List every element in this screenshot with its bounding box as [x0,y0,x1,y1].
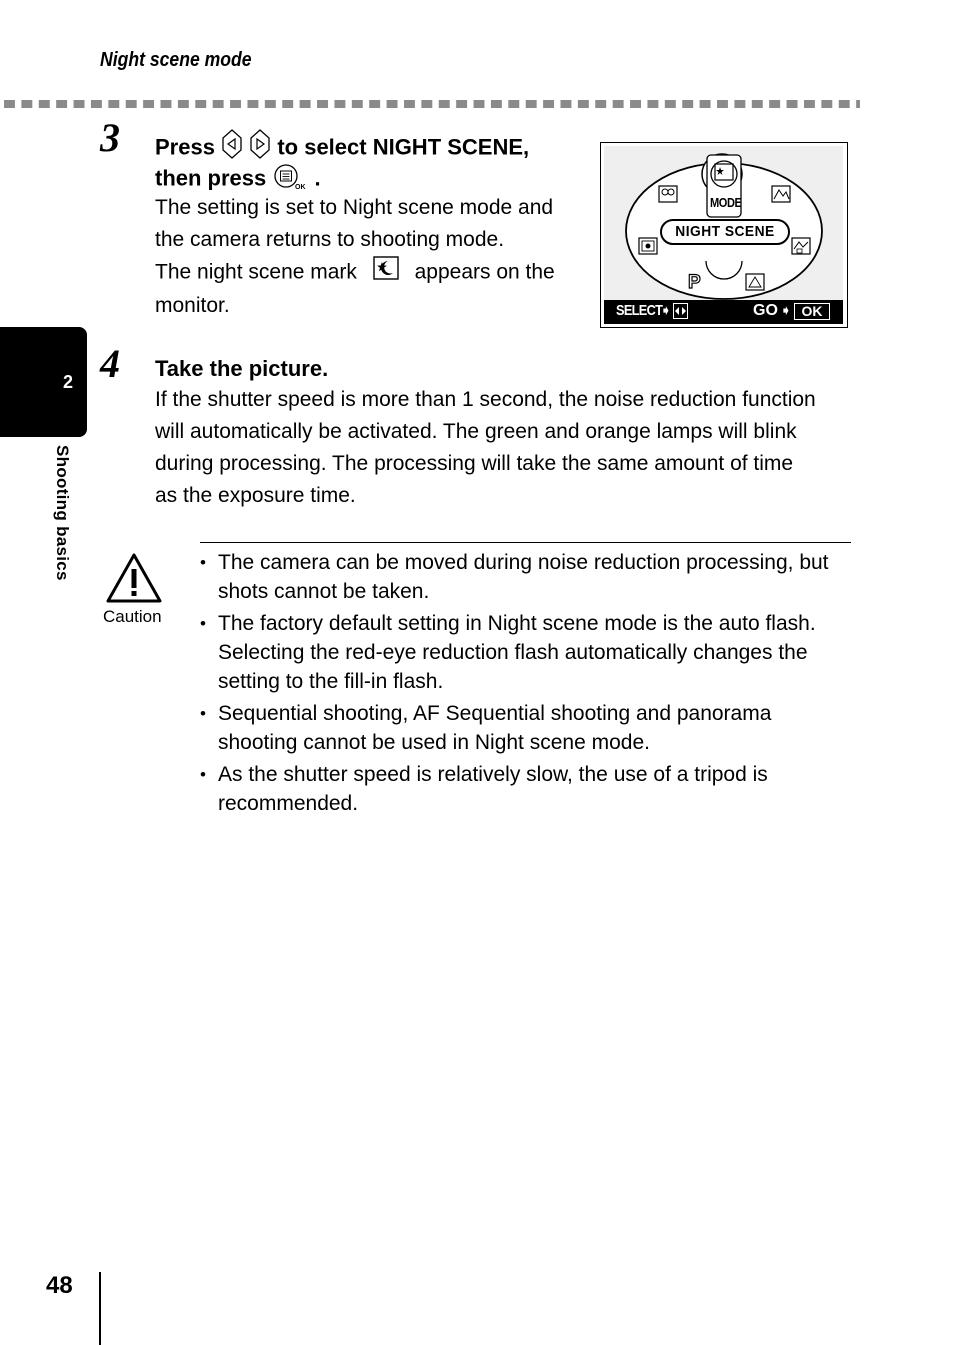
go-arrow-icon: ➧ [780,302,792,318]
step-3-period: . [314,165,321,191]
caution-divider [200,542,851,543]
night-scene-mark-text: The night scene mark [155,260,357,284]
selected-mode-label: NIGHT SCENE [675,223,775,240]
step-3-body-line [155,256,585,290]
caution-item: • Sequential shooting, AF Sequential shooting and panorama shooting cannot be used in Night scene mode. [200,699,855,757]
step-3-body-line: The setting is set to Night scene mode and [155,196,554,219]
page-number-rule [99,1272,101,1345]
caution-item: • The camera can be moved during noise reduction processing, but shots cannot be taken. [200,548,855,606]
ok-label: OK [794,303,830,320]
step-4-number: 4 [100,341,120,386]
night-scene-icon [373,256,399,290]
program-mode-label: P [688,272,701,293]
step-4-heading: Take the picture. [155,356,329,381]
svg-text:OK: OK [295,184,306,190]
section-title: Night scene mode [100,49,252,71]
left-right-button-icon [673,303,688,319]
caution-icon [105,552,163,609]
monitor-display [604,146,843,323]
monitor-status-bar [604,300,843,324]
select-label: SELECT [616,302,663,319]
step-4-body-line: as the exposure time. [155,484,356,507]
camera-monitor-illustration [600,142,848,328]
step-3-body [155,192,585,322]
step-4-body-line: will automatically be activated. The green and orange lamps will blink [155,420,797,443]
mode-label: MODE [710,195,742,210]
caution-label: Caution [103,607,162,626]
chapter-label: Shooting basics [53,445,72,581]
dashed-divider [4,100,860,108]
step-3-press-text: Press [155,134,215,160]
page-number: 48 [46,1272,73,1299]
appears-text: appears on the [414,260,555,284]
step-4-body-line: during processing. The processing will take the same amount of time [155,452,794,475]
go-label: GO [753,302,778,319]
step-3-body-line: monitor. [155,294,230,317]
chapter-number: 2 [62,372,73,392]
step-4-body-line: If the shutter speed is more than 1 second, the noise reduction function [155,388,816,411]
caution-list [200,545,855,818]
caution-item: • The factory default setting in Night scene mode is the auto flash. Selecting the red-eye reduction flash automatically changes the setting to the fill-in flash. [200,609,855,696]
select-arrow-icon: ➧ [660,302,672,318]
step-3-select-text: to select NIGHT SCENE, [277,134,530,160]
step-3-body-line: the camera returns to shooting mode. [155,228,505,251]
step-4-body [155,384,855,512]
caution-item: • As the shutter speed is relatively slow, the use of a tripod is recommended. [200,760,855,818]
step-3-then-press-text: then press [155,165,267,191]
step-3-number: 3 [100,115,120,160]
